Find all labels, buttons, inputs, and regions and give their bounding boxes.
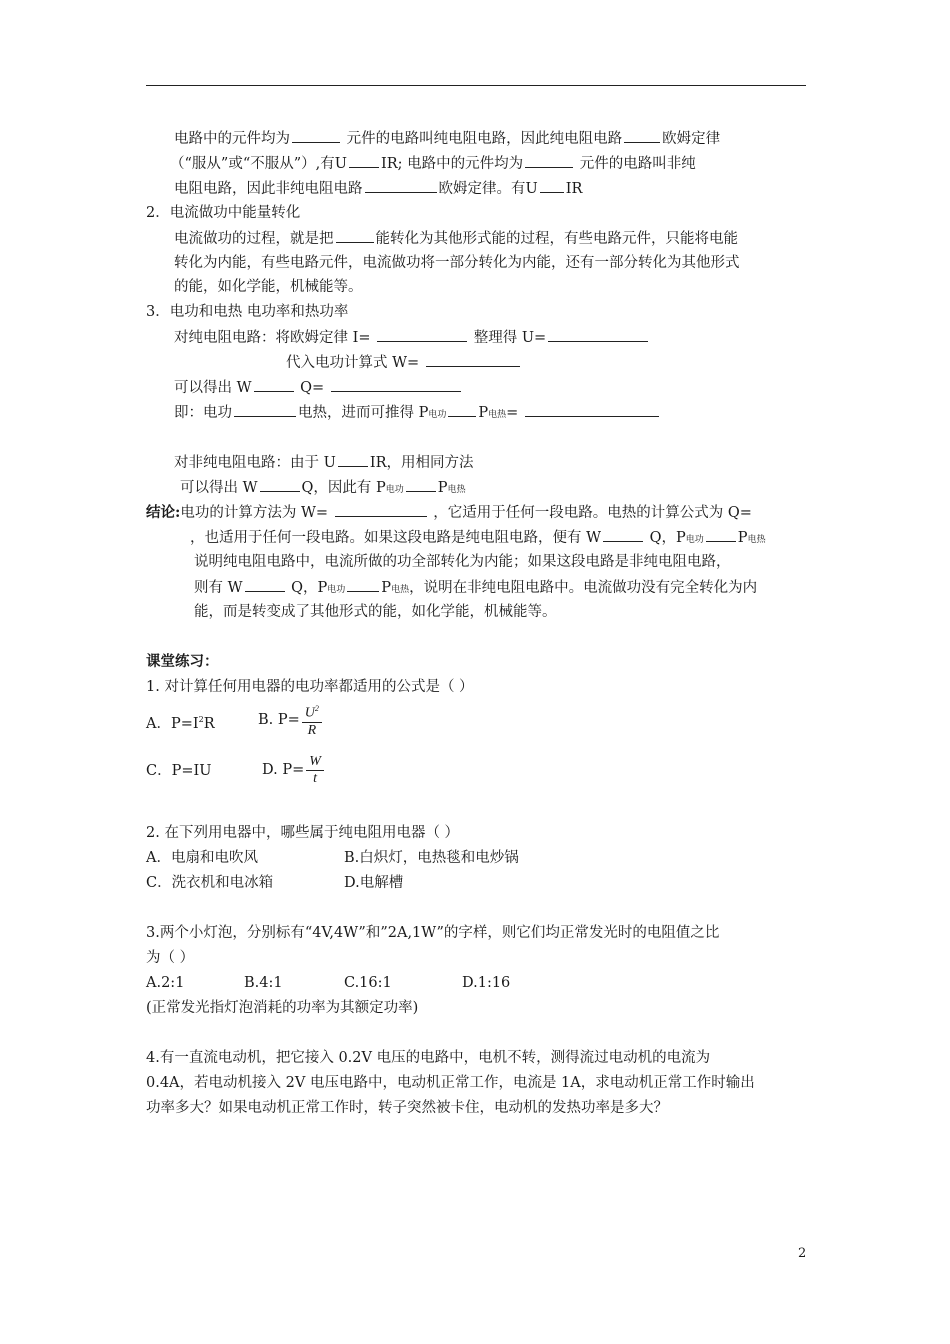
question-4-line1: 4.有一直流电动机，把它接入 0.2V 电压的电路中，电机不转，测得流过电动机的电流为 <box>146 1050 711 1066</box>
s3-line2: 代入电功计算式 W= <box>286 352 522 373</box>
question-1: 1. 对计算任何用电器的电功率都适用的公式是（ ） <box>146 679 474 695</box>
question-3-line2: 为（ ） <box>146 950 195 966</box>
p1-line2: （“服从”或“不服从”）,有U IR; 电路中的元件均为 元件的电路叫非纯 <box>170 153 696 174</box>
s3-line3: 可以得出 W Q= <box>174 377 463 398</box>
p1-line1: 电路中的元件均为 元件的电路叫纯电阻电路，因此纯电阻电路 欧姆定律 <box>174 128 720 149</box>
conclusion-line1: 结论:电功的计算方法为 W= ，它适用于任何一段电路。电热的计算公式为 Q= <box>146 504 752 521</box>
page-number: 2 <box>798 1246 807 1261</box>
q2-option-c: C．洗衣机和电冰箱 <box>146 875 274 891</box>
question-2: 2. 在下列用电器中，哪些属于纯电阻用电器（ ） <box>146 825 460 841</box>
q1-option-c: C．P=IU <box>146 763 212 779</box>
conclusion-line2: ，也适用于任何一段电路。如果这段电路是纯电阻电路，便有 W Q，P电功 P电热 <box>190 527 766 550</box>
conclusion-line4: 则有 W Q，P电功 P电热，说明在非纯电阻电路中。电流做功没有完全转化为内 <box>194 577 757 600</box>
q3-option-d: D.1:16 <box>462 975 511 991</box>
q2-option-b: B.白炽灯，电热毯和电炒锅 <box>344 850 519 866</box>
section2-heading: 2．电流做功中能量转化 <box>146 205 301 221</box>
q1-option-d: D. P= $\frac{W}{t}$ <box>262 750 324 790</box>
question-4-line2: 0.4A，若电动机接入 2V 电压电路中，电动机正常工作，电流是 1A，求电动机正常工作时输出 <box>146 1075 755 1091</box>
q2-option-d: D.电解槽 <box>344 875 404 891</box>
exercises-title: 课堂练习： <box>146 653 219 670</box>
q3-option-c: C.16:1 <box>344 975 392 991</box>
question-4-line3: 功率多大？如果电动机正常工作时，转子突然被卡住，电动机的发热功率是多大？ <box>146 1100 668 1116</box>
section3-heading: 3．电功和电热 电功率和热功率 <box>146 304 349 320</box>
s2-line2: 转化为内能，有些电路元件，电流做功将一部分转化为内能，还有一部分转化为其他形式 <box>174 255 740 271</box>
question-3-line1: 3.两个小灯泡，分别标有“4V,4W”和”2A,1W”的字样，则它们均正常发光时的电阻值之比 <box>146 925 720 941</box>
q3-option-a: A.2:1 <box>146 975 185 991</box>
q3-note: (正常发光指灯泡消耗的功率为其额定功率) <box>146 1000 419 1016</box>
s3-line5: 对非纯电阻电路：由于 U IR，用相同方法 <box>174 452 474 473</box>
q3-option-b: B.4:1 <box>244 975 283 991</box>
s3-line6: 可以得出 W Q，因此有 P电功 P电热 <box>180 477 466 500</box>
s3-line1: 对纯电阻电路：将欧姆定律 I= 整理得 U= <box>174 327 650 348</box>
header-rule <box>146 85 806 86</box>
conclusion-line5: 能，而是转变成了其他形式的能，如化学能，机械能等。 <box>194 604 557 620</box>
q1-option-b: B. P= $\frac{U^2}{R}$ <box>258 700 322 740</box>
s2-line3: 的能，如化学能，机械能等。 <box>174 279 363 295</box>
p1-line3: 电阻电路，因此非纯电阻电路 欧姆定律。有U IR <box>174 178 582 199</box>
q2-option-a: A．电扇和电吹风 <box>146 850 258 866</box>
s3-line4: 即：电功 电热，进而可推得 P电功 P电热= <box>174 402 661 425</box>
q1-option-a: A．$P=I^2R$ <box>146 715 215 732</box>
s2-line1: 电流做功的过程，就是把 能转化为其他形式能的过程，有些电路元件，只能将电能 <box>174 228 738 249</box>
conclusion-line3: 说明纯电阻电路中，电流所做的功全部转化为内能；如果这段电路是非纯电阻电路， <box>194 554 731 570</box>
